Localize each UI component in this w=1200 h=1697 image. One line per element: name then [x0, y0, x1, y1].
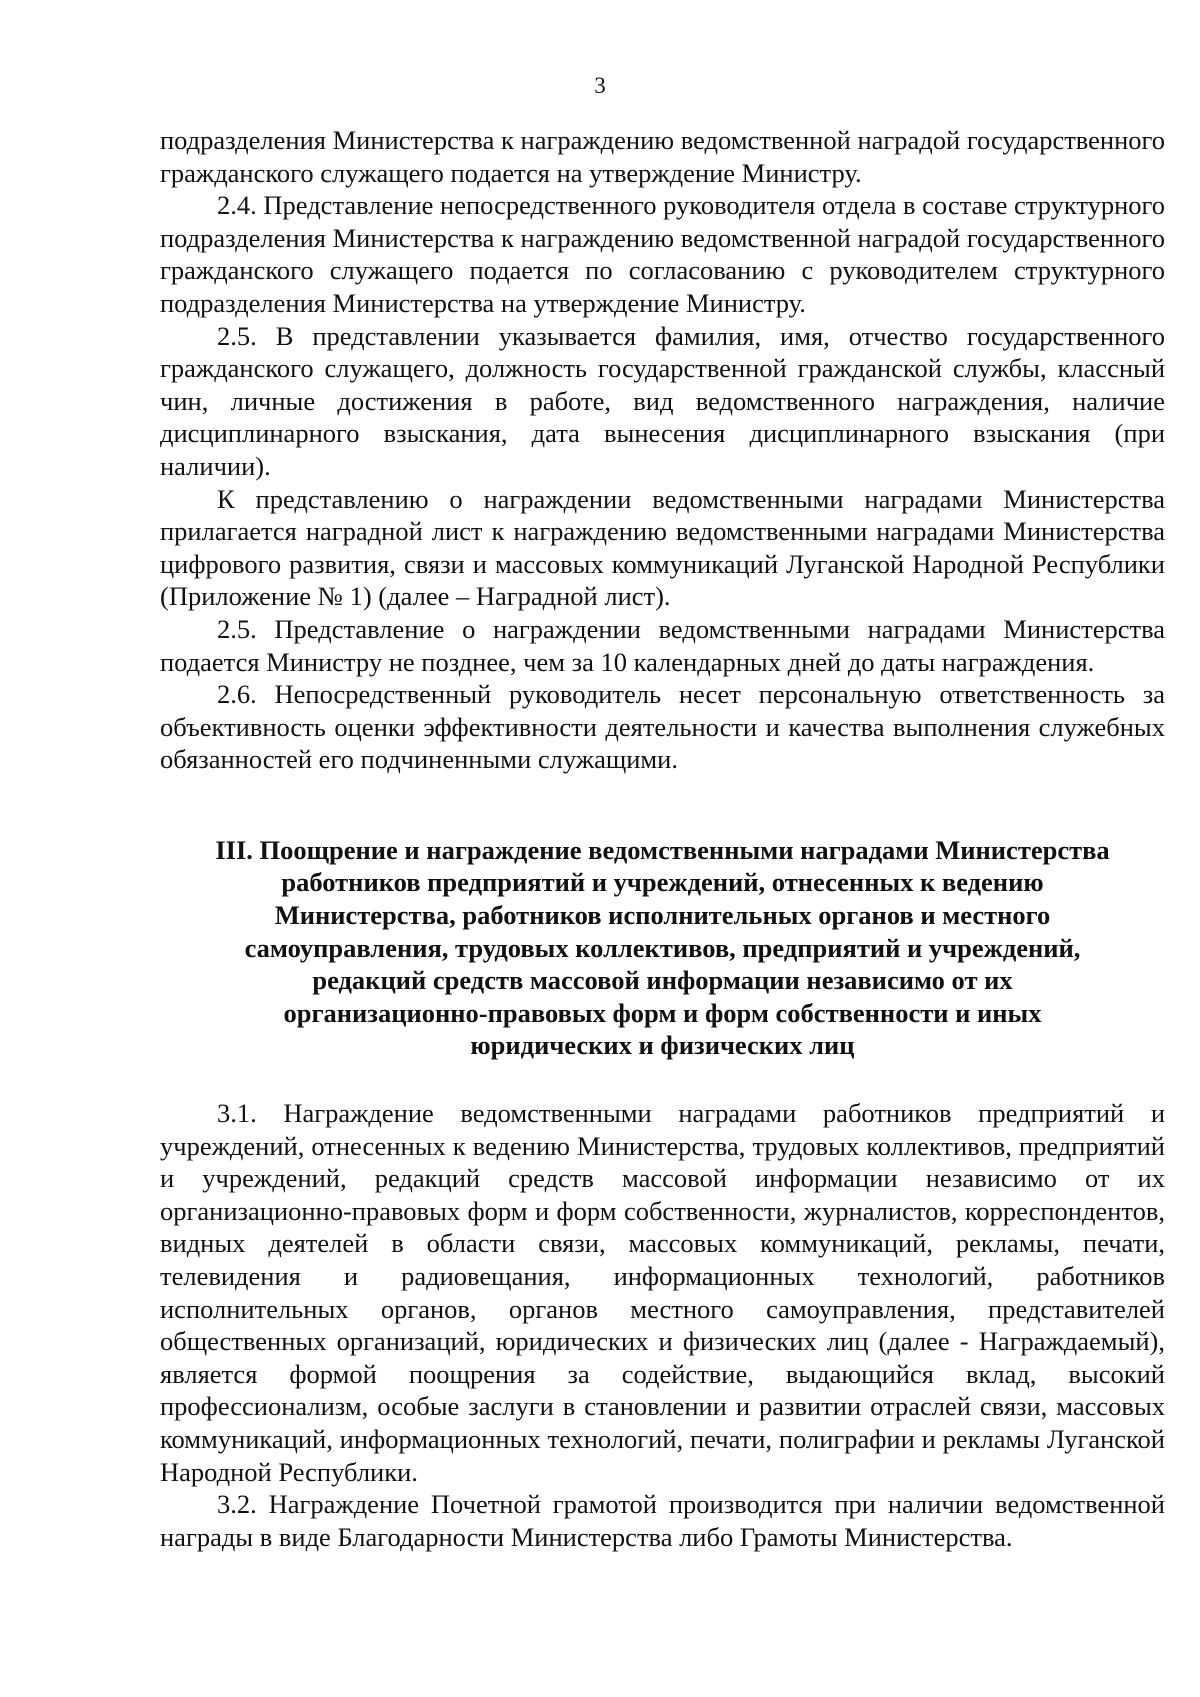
page-number: 3: [594, 73, 606, 98]
section-heading-line: III. Поощрение и награждение ведомственными наградами Министерства: [215, 834, 1110, 865]
section-heading-line: самоуправления, трудовых коллективов, предприятий и учреждений,: [244, 932, 1081, 963]
section-heading-line: редакций средств массовой информации независимо от их: [312, 965, 1013, 996]
paragraph-award-sheet: К представлению о награждении ведомственными наградами Министерства прилагается наградной лист к награждению ведомственными наградами Министерства цифрового развития, связи и массовых коммуникаций Луганской Народной Республики (Приложение № 1) (далее – Наградной лист).: [160, 483, 1165, 612]
section-heading-line: работников предприятий и учреждений, отнесенных к ведению: [281, 867, 1044, 898]
paragraph-continuation: подразделения Министерства к награждению ведомственной наградой государственного гражданского служащего подается на утверждение Министру.: [160, 125, 1165, 188]
document-body: [160, 124, 1165, 1553]
paragraph-2-5-contents: 2.5. В представлении указывается фамилия, имя, отчество государственного гражданского служащего, должность государственной гражданской службы, классный чин, личные достижения в работе, вид ведомственного награждения, наличие дисциплинарного взыскания, дата вынесения дисциплинарного взыскания (при наличии).: [160, 320, 1165, 481]
section-heading-line: юридических и физических лиц: [470, 1030, 855, 1061]
paragraph-2-4: 2.4. Представление непосредственного руководителя отдела в составе структурного подразделения Министерства к награждению ведомственной наградой государственного гражданского служащего подается по согласованию с руководителем структурного подразделения Министерства на утверждение Министру.: [160, 190, 1165, 318]
section-heading-line: организационно-правовых форм и форм собственности и иных: [283, 997, 1042, 1028]
paragraph-3-1: 3.1. Награждение ведомственными наградами работников предприятий и учреждений, отнесенных к ведению Министерства, трудовых коллективов, предприятий и учреждений, редакций средств массовой информации независимо от их организационно-правовых форм и форм собственности, журналистов, корреспондентов, видных деятелей в области связи, массовых коммуникаций, рекламы, печати, телевидения и радиовещания, информационных технологий, работников исполнительных органов, органов местного самоуправления, представителей общественных организаций, юридических и физических лиц (далее - Награждаемый), является формой поощрения за содействие, выдающийся вклад, высокий профессионализм, особые заслуги в становлении и развитии отраслей связи, массовых коммуникаций, информационных технологий, печати, полиграфии и рекламы Луганской Народной Республики.: [160, 1098, 1165, 1487]
paragraph-3-2: 3.2. Награждение Почетной грамотой производится при наличии ведомственной награды в виде Благодарности Министерства либо Грамоты Министерства.: [160, 1489, 1165, 1552]
section-heading: [160, 834, 1165, 1062]
paragraph-2-6: 2.6. Непосредственный руководитель несет персональную ответственность за объективность оценки эффективности деятельности и качества выполнения служебных обязанностей его подчиненными служащими.: [160, 679, 1165, 775]
paragraph-2-5-deadline: 2.5. Представление о награждении ведомственными наградами Министерства подается Министру не позднее, чем за 10 календарных дней до даты награждения.: [160, 613, 1165, 677]
section-heading-line: Министерства, работников исполнительных органов и местного: [274, 900, 1051, 931]
